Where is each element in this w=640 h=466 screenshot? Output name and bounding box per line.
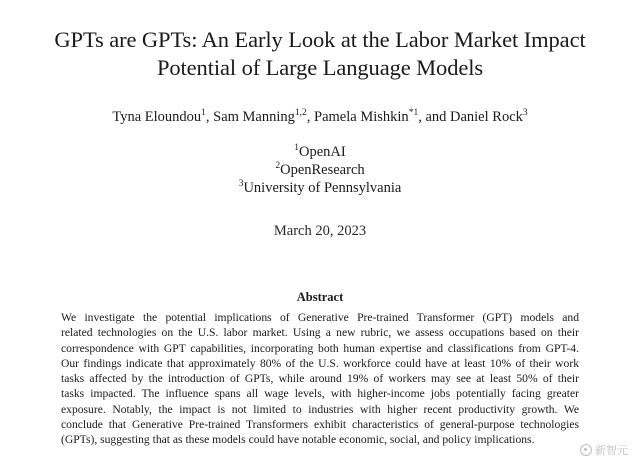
- watermark: [580, 442, 628, 458]
- affiliation: [0, 179, 640, 197]
- affiliation-list: [0, 143, 640, 197]
- affiliation: [0, 143, 640, 161]
- author-name: Daniel Rock: [450, 109, 523, 125]
- affiliation-name: University of Pennsylvania: [243, 180, 402, 196]
- author-name: Sam Manning: [213, 109, 295, 125]
- abstract-line: Our findings indicate that approximately 80% of the U.S. workforce could have at least 10% of their work: [61, 356, 579, 370]
- abstract-line: correspondence with GPT capabilities, incorporating both human expertise and classifications from GPT-4.: [61, 341, 579, 355]
- abstract-line: (GPTs), suggesting that as these models could have notable economic, social, and policy implications.: [61, 433, 535, 447]
- abstract-line: tasks affected by the introduction of GPTs, while around 19% of workers may see at least 50% of their: [61, 372, 579, 386]
- affiliation-mark: 1: [294, 143, 300, 153]
- author-separator: ,: [306, 109, 315, 125]
- paper-title: [0, 26, 640, 82]
- author-name: Tyna Eloundou: [112, 109, 202, 125]
- publication-date: March 20, 2023: [273, 223, 367, 239]
- author-separator: , and: [418, 109, 450, 125]
- affiliation-name: OpenAI: [299, 144, 346, 160]
- author-affiliation-mark: *1: [408, 108, 419, 118]
- abstract-line: exposure. Notably, the impact is not limited to industries with higher recent productivity growth. We: [61, 402, 579, 416]
- abstract-line: We investigate the potential implications of Generative Pre-trained Transformer (GPT) models and: [61, 311, 579, 324]
- watermark-text: 新智元: [595, 444, 628, 457]
- author-affiliation-mark: 1,2: [294, 108, 307, 118]
- author-affiliation-mark: 1: [201, 108, 206, 118]
- abstract-line: related technologies on the U.S. labor market. Using a new rubric, we assess occupations based on their: [61, 326, 579, 340]
- title-line-2: Potential of Large Language Models: [156, 55, 484, 80]
- author-name: Pamela Mishkin: [314, 109, 409, 125]
- affiliation: [0, 161, 640, 179]
- abstract-heading: Abstract: [296, 290, 344, 304]
- affiliation-mark: 3: [238, 179, 244, 189]
- affiliation-name: OpenResearch: [280, 162, 365, 178]
- abstract-line: tasks impacted. The influence spans all wage levels, with higher-income jobs potentially facing greater: [61, 387, 579, 401]
- author-list: [0, 108, 640, 126]
- affiliation-mark: 2: [275, 161, 281, 171]
- abstract-text: [61, 310, 579, 448]
- wechat-logo-icon: [580, 444, 592, 456]
- author-separator: ,: [205, 109, 214, 125]
- author-affiliation-mark: 3: [522, 108, 528, 118]
- title-line-1: GPTs are GPTs: An Early Look at the Labor Market Impact: [54, 27, 586, 52]
- abstract-line: conclude that Generative Pre-trained Transformers exhibit characteristics of general-purpose technologies: [61, 418, 579, 432]
